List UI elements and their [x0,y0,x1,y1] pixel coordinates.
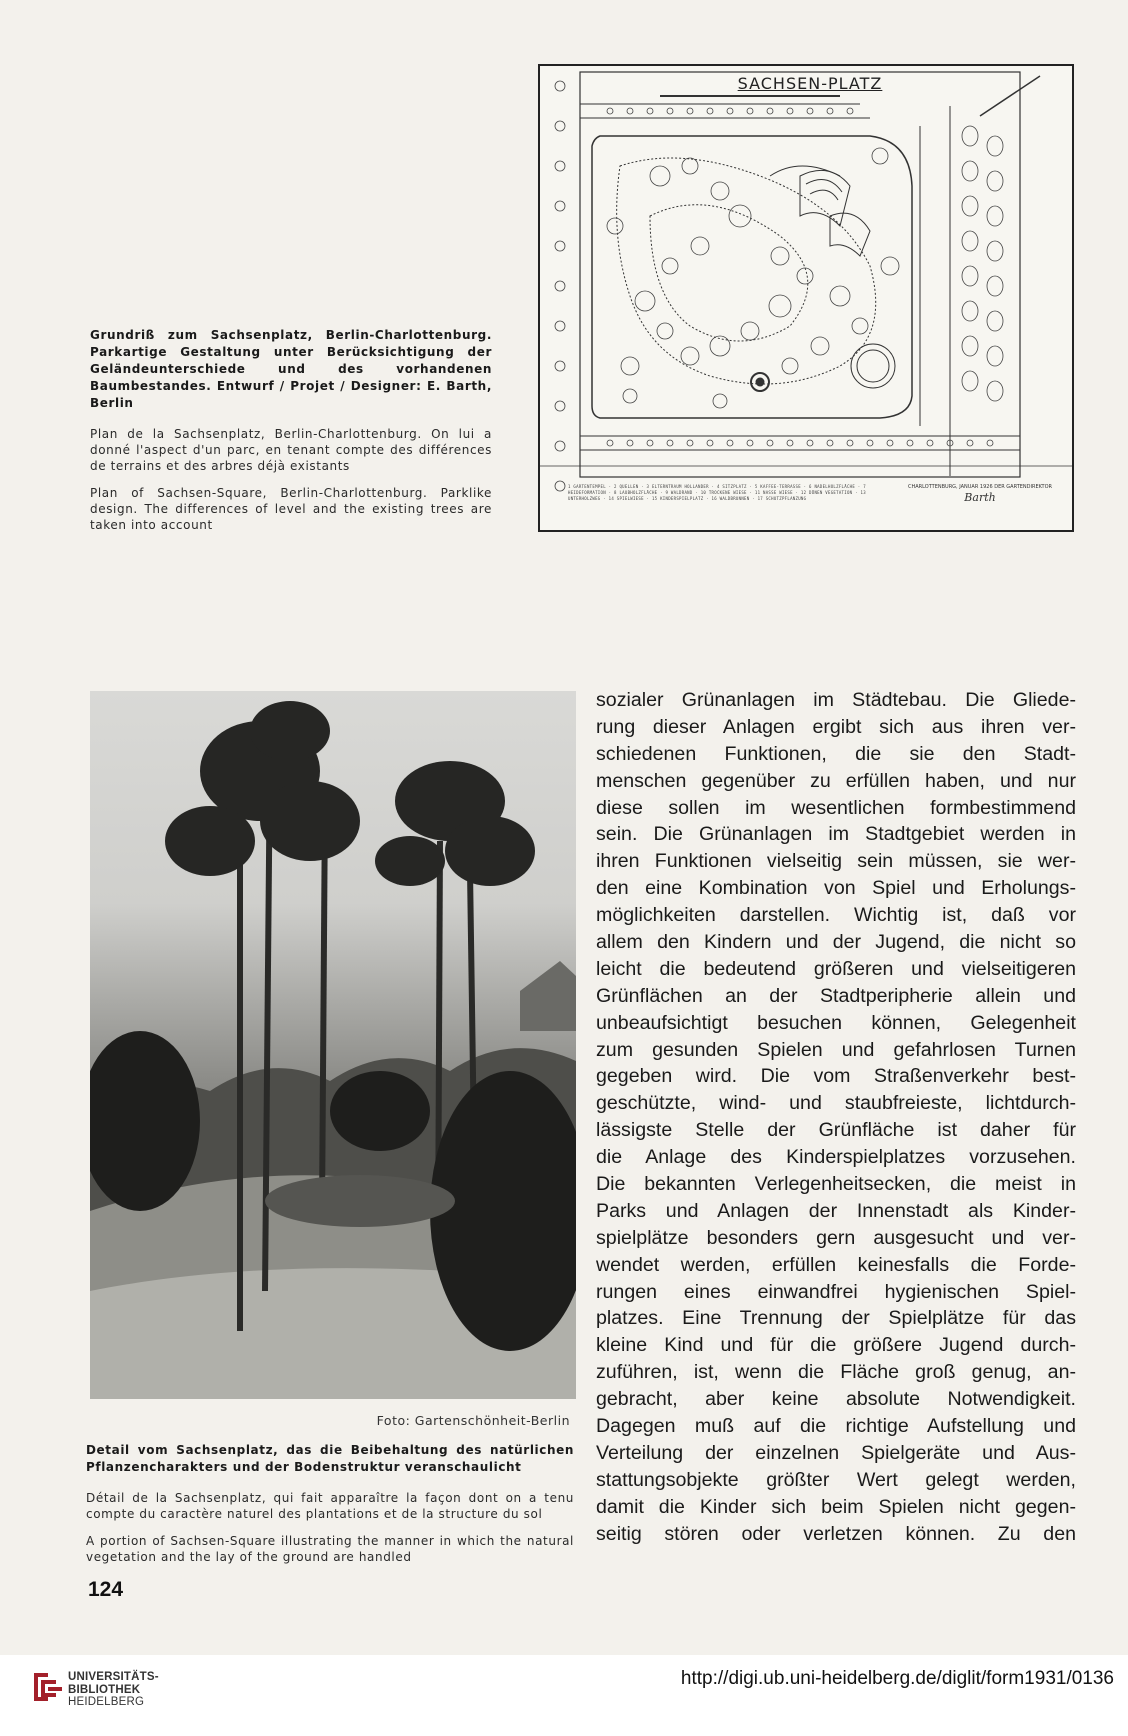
plan-caption-english: Plan of Sachsen-Square, Berlin-Charlottenburg. Parklike design. The differences of level and the existing trees are taken into account [90,486,492,532]
body-line: gebracht, aber keine absolute Notwendigkeit. [596,1388,1076,1411]
body-line: diese sollen im wesentlichen formbestimmend [596,796,1076,819]
tree-column-right [962,126,1003,401]
body-line: Dagegen muß auf die richtige Aufstellung und [596,1415,1076,1438]
body-line: stattungsobjekte größter Wert gelegt werden, [596,1468,1076,1491]
park-trees [607,148,899,408]
photo-caption-english: A portion of Sachsen-Square illustrating the manner in which the natural vegetation and the lay of the ground are handled [86,1534,574,1564]
park-photograph [90,691,576,1399]
plan-title: SACHSEN-PLATZ [737,74,883,93]
library-name-line2: BIBLIOTHEK [68,1683,141,1696]
body-line: möglichkeiten darstellen. Wichtig ist, daß vor [596,904,1076,927]
site-plan-figure [538,64,1074,532]
source-url[interactable]: http://digi.ub.uni-heidelberg.de/diglit/form1931/0136 [680,1668,1114,1689]
body-line: menschen gegenüber zu erfüllen haben, und nur [596,769,1076,792]
body-line: geschützte, wind- und staubfreieste, lichtdurch- [596,1092,1076,1115]
body-line: zuführen, ist, wenn die Fläche groß genug, an- [596,1361,1076,1384]
body-line: leicht die bedeutend größeren und vielseitigeren [596,957,1076,980]
photo-caption-french: Détail de la Sachsenplatz, qui fait apparaître la façon dont on a tenu compte du caractère naturel des plantations et de la structure du sol [86,1491,574,1521]
library-name-line1: UNIVERSITÄTS- [68,1671,159,1683]
body-line: Die bekannten Verlegenheitsecken, die meist in [596,1173,1076,1196]
body-line: kleine Kind und für die größere Jugend durch- [596,1334,1076,1357]
body-line: spielplätze besonders gern ausgesucht und ver- [596,1226,1076,1249]
tree-row-top [607,108,853,114]
plan-caption-french: Plan de la Sachsenplatz, Berlin-Charlottenburg. On lui a donné l'aspect d'un parc, en tenant compte des différences de terrains et des arbres déjà existants [90,427,492,473]
body-line: sozialer Grünanlagen im Städtebau. Die Gliede- [596,689,1076,711]
library-name-line3: HEIDELBERG [68,1696,145,1708]
plan-legend: 1 GARTENTEMPEL · 2 QUELLEN · 3 ELTERNTRAUM HOLLANDER · 4 SITZPLATZ · 5 KAFFEE-TERRASSE · 6 NADELHOLZFLÄCHE · 7 HEIDEFORMATION · 8 LAUBHOLZFLÄCHE · 9 WALDRAND · 10 TROCKENE WIESE · 11 NASSE WIESE · 12 DÜNEN VEGETATION · 13 UNTERHOLZWEG · 14 SPIELWIESE · 15 KINDERSPIELPLATZ · 16 WALDBRUNNEN · 17 SCHUTZPFLANZUNG [568,484,866,501]
body-line: Parks und Anlagen der Innenstadt als Kinder- [596,1199,1076,1222]
photo-caption-german: Detail vom Sachsenplatz, das die Beibehaltung des natürlichen Pflanzencharakters und der Bodenstruktur veranschaulicht [86,1443,574,1474]
library-footer [0,1655,1128,1736]
body-line: allem den Kindern und der Jugend, die nicht so [596,931,1076,954]
body-line: ihren Funktionen vielseitig sein müssen, sie wer- [596,850,1076,873]
body-line: platzes. Eine Trennung der Spielplätze für das [596,1307,1076,1330]
body-line: lässigste Stelle der Grünfläche ist daher für [596,1119,1076,1142]
body-line: den eine Kombination von Spiel und Erholungs- [596,877,1076,900]
tree-row-bottom [607,440,993,446]
body-line: zum gesunden Spielen und gefahrlosen Turnen [596,1038,1076,1061]
plan-caption-german: Grundriß zum Sachsenplatz, Berlin-Charlottenburg. Parkartige Gestaltung unter Berücksichtigung der Geländeunterschiede und des vorhandenen Baumbestandes. Entwurf / Projet / Designer: E. Barth, Berlin [90,328,492,410]
body-line: unbeaufsichtigt besuchen können, Gelegenheit [596,1011,1076,1034]
body-line: rungen eines einwandfrei hygienischen Spiel- [596,1280,1076,1303]
photo-caption [86,1442,574,1576]
body-line: Grünflächen an der Stadtperipherie allein und [596,984,1076,1007]
photo-image [90,691,576,1399]
photo-credit: Foto: Gartenschönheit-Berlin [376,1413,570,1428]
body-line: wendet werden, erfüllen keinesfalls die Forde- [596,1253,1076,1276]
body-line: damit die Kinder sich beim Spielen nicht gegen- [596,1495,1076,1518]
body-line: rung dieser Anlagen ergibt sich aus ihren ver- [596,715,1076,738]
body-line: sein. Die Grünanlagen im Stadtgebiet werden in [596,823,1076,846]
plan-signature: Barth [964,491,996,504]
plan-caption [90,327,492,544]
body-line: gegeben wird. Die vom Straßenverkehr best- [596,1065,1076,1088]
tree-column-left [555,81,565,491]
body-line: die Anlage des Kinderspielplatzes vorzusehen. [596,1146,1076,1169]
plan-signature-lines: CHARLOTTENBURG, JANUAR 1926 DER GARTENDIREKTOR [908,484,1052,490]
site-plan-drawing [540,66,1072,530]
body-line: seitig stören oder verletzen können. Zu den [596,1522,1076,1545]
article-body [596,687,1076,1548]
page-number: 124 [88,1578,124,1601]
body-line: Verteilung der einzelnen Spielgeräte und Aus- [596,1441,1076,1464]
plan-signature-block [900,484,1060,504]
body-line: schiedenen Funktionen, die sie den Stadt- [596,742,1076,765]
university-library-logo-icon [26,1667,66,1707]
library-name [68,1671,159,1709]
